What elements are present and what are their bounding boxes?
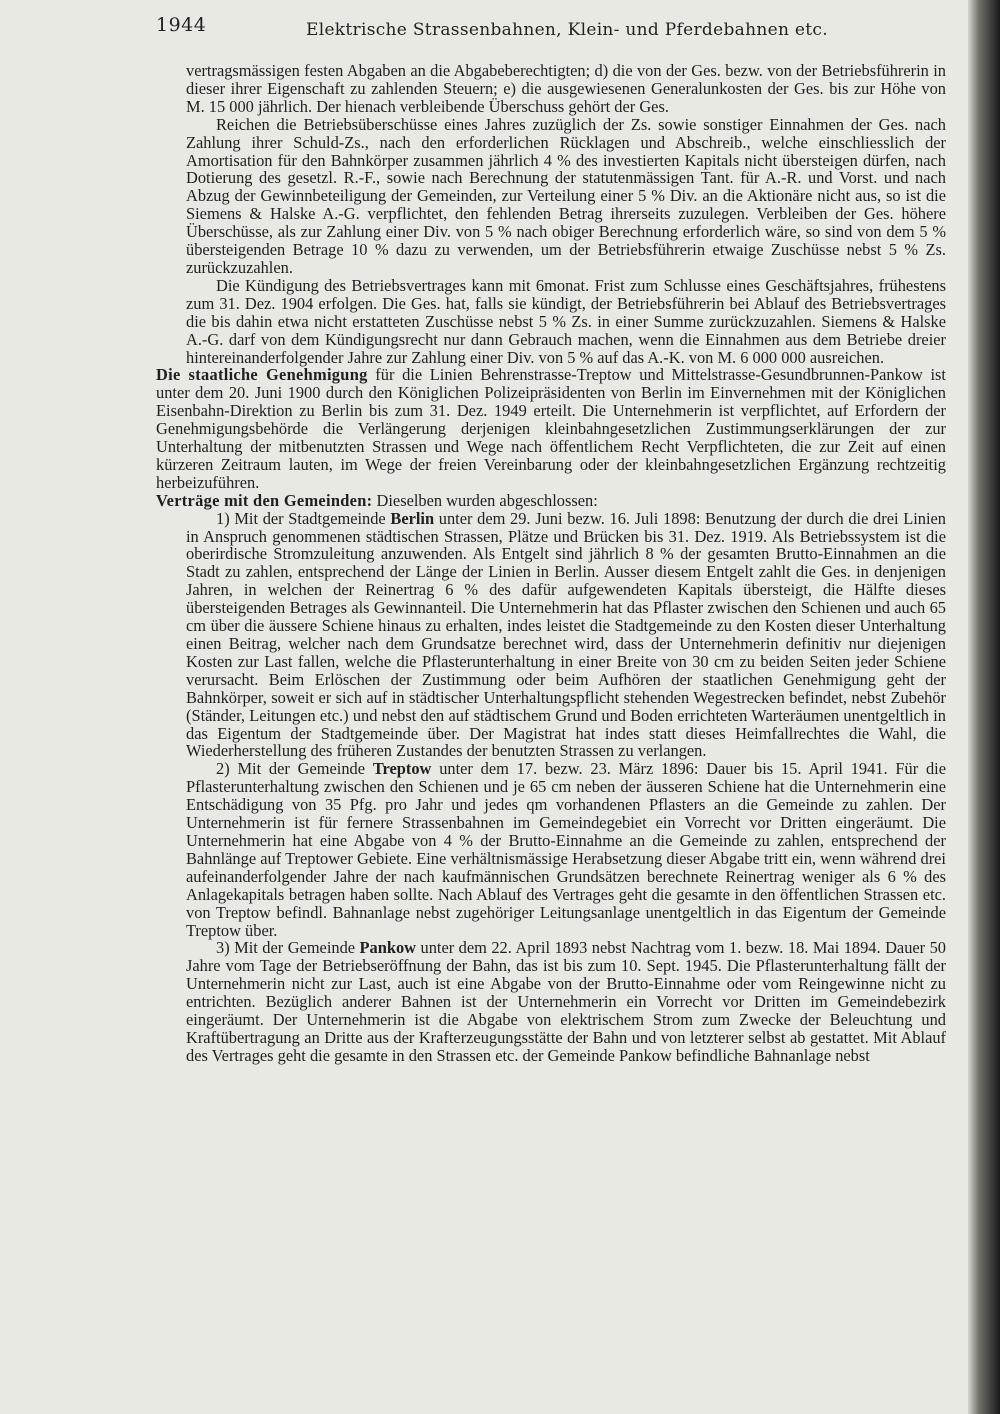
contract-berlin: [156, 510, 946, 761]
contract-treptow: [156, 760, 946, 939]
running-header: [156, 14, 916, 44]
contract-treptow-prefix: 2) Mit der Gemeinde: [216, 759, 373, 779]
town-name-treptow: Treptow: [372, 759, 432, 779]
paragraph-kuendigung: Die Kündigung des Betriebsvertrages kann mit 6monat. Frist zum Schlusse eines Geschäftsjahres, frühestens zum 31. Dez. 1904 erfolgen. Die Ges. hat, falls sie kündigt, der Betriebsführerin bei Ablauf des Betriebsvertrages die bis dahin etwa nicht erstatteten Zuschüsse nebst 5 % Zs. in einer Summe zurückzuzahlen. Siemens & Halske A.-G. darf von dem Kündigungsrecht nur dann Gebrauch machen, wenn die Einnahmen aus dem Betriebe dreier hintereinanderfolgender Jahre zur Zahlung einer Div. von 5 % auf das A.-K. von M. 6 000 000 ausreichen.: [186, 275, 946, 367]
town-name-pankow: Pankow: [359, 938, 417, 958]
body-text: [156, 62, 946, 1065]
page-number: 1944: [156, 14, 207, 36]
opening-paragraph: vertragsmässigen festen Abgaben an die Abgabeberechtigten; d) die von der Ges. bezw. von der Betriebsführerin in dieser ihrer Eigenschaft zu zahlenden Steuern; e) die ausgewiesenen Generalunkosten der Ges. bis zur Höhe von M. 15 000 jährlich. Der hienach verbleibende Überschuss gehört der Ges.: [186, 61, 946, 116]
contract-pankow-prefix: 3) Mit der Gemeinde: [216, 938, 360, 958]
contract-berlin-prefix: 1) Mit der Stadtgemeinde: [216, 508, 391, 528]
vertraege-label: Verträge mit den Gemeinden:: [156, 490, 373, 510]
genehmigung-text: für die Linien Behrenstrasse-Treptow und Mittelstrasse-Gesundbrunnen-Pankow ist unter dem 20. Juni 1900 durch den Königlichen Polizeipräsidenten von Berlin im Einvernehmen mit der Königlichen Eisenbahn-Direktion zu Berlin bis zum 31. Dez. 1949 erteilt. Die Unternehmerin ist verpflichtet, auf Erfordern der Genehmigungsbehörde die Verlängerung derjenigen kleinbahngesetzlichen Zustimmungserklärungen der zur Unterhaltung der mitbenutzten Strassen und Wege nach öffentlichem Recht Verpflichteten, die zur Zeit auf einen kürzeren Zeitraum lauten, im Wege der freien Vereinbarung oder der kleinbahngesetzlichen Ergänzung rechtzeitig herbeizuführen.: [156, 365, 946, 492]
contract-treptow-text: unter dem 17. bezw. 23. März 1896: Dauer bis 15. April 1941. Für die Pflasterunterhaltung zwischen den Schienen und je 65 cm neben der äusseren Schiene hat die Unternehmerin eine Entschädigung von 35 Pfg. pro Jahr und jedes qm vorhandenen Pflasters an die Gemeinde zu zahlen. Der Unternehmerin ist für fernere Strassenbahnen im Gemeindegebiet ein Vorrecht vor Dritten eingeräumt. Die Unternehmerin hat eine Abgabe von 4 % der Brutto-Einnahme an die Gemeinde zu zahlen, entsprechend der Bahnlänge auf Treptower Gebiete. Eine verhältnismässige Herabsetzung dieser Abgabe tritt ein, wenn während drei aufeinanderfolgender Jahre der nach kaufmännischen Grundsätzen berechnete Reinertrag weniger als 6 % des Anlagekapitals betragen haben sollte. Nach Ablauf des Vertrages geht die gesamte in den öffentlichen Strassen etc. von Treptow befindl. Bahnanlage nebst zugehöriger Leitungsanlage unentgeltlich in das Eigentum der Gemeinde Treptow über.: [186, 759, 946, 940]
running-title: Elektrische Strassenbahnen, Klein- und Pferdebahnen etc.: [306, 20, 828, 40]
paragraph-betriebsueberschuesse: Reichen die Betriebsüberschüsse eines Jahres zuzüglich der Zs. sowie sonstiger Einnahmen der Ges. nach Zahlung ihrer Schuld-Zs., nach den erforderlichen Rücklagen und Abschreib., welche einschliesslich der Amortisation für den Bahnkörper zusammen jährlich 4 % des investierten Kapitals nicht übersteigen dürfen, nach Dotierung des gesetzl. R.-F., sowie nach Berechnung der statutenmässigen Tant. für A.-R. und Vorst. und nach Abzug der Gewinnbeteiligung der Gemeinden, zur Verteilung einer 5 % Div. an die Aktionäre nicht aus, so ist die Siemens & Halske A.-G. verpflichtet, den fehlenden Betrag ihrerseits zuzulegen. Verbleiben der Ges. höhere Überschüsse, als zur Zahlung einer Div. von 5 % nach obiger Berechnung erforderlich wäre, so sind von dem 5 % übersteigenden Betrage 10 % dazu zu verwenden, um der Betriebsführerin etwaige Zuschüsse nebst 5 % Zs. zurückzuzahlen.: [186, 114, 946, 277]
paragraph-vertraege: [156, 492, 946, 510]
genehmigung-label: Die staatliche Genehmigung: [156, 365, 368, 385]
scan-dark-edge: [968, 0, 1000, 1414]
contract-berlin-text: unter dem 29. Juni bezw. 16. Juli 1898: Benutzung der durch die drei Linien in Anspruch genommenen städtischen Strassen, Plätze und Brücken bis 31. Dez. 1919. Als Betriebssystem ist die oberirdische Stromzuleitung anzuwenden. Als Entgelt sind jährlich 8 % der gesamten Brutto-Einnahmen an die Stadt zu zahlen, entsprechend der Länge der Linien in Berlin. Ausser diesem Entgelt zahlt die Ges. in denjenigen Jahren, in welchen der Reinertrag 6 % des dafür aufgewendeten Kapitals übersteigt, die Hälfte dieses übersteigenden Betrages als Gewinnanteil. Die Unternehmerin hat das Pflaster zwischen den Schienen und auch 65 cm über die äussere Schiene hinaus zu erhalten, indes leistet die Stadtgemeinde zu den Kosten dieser Unterhaltung einen Beitrag, welcher nach dem Grundsatze berechnet wird, dass der Unternehmerin definitiv nur diejenigen Kosten zur Last fallen, welche die Pflasterunterhaltung in einer Breite von 30 cm zu beiden Seiten jeder Schiene verursacht. Beim Erlöschen der Zustimmung oder beim Aufhören der staatlichen Genehmigung geht der Bahnkörper, soweit er sich auf in städtischer Unterhaltungspflicht stehenden Wegestrecken befindet, nebst Zubehör (Ständer, Leitungen etc.) und nebst den auf städtischem Grund und Boden errichteten Warteräumen unentgeltlich in das Eigentum der Stadtgemeinde über. Der Magistrat hat indes statt dieses Heimfallrechtes die Wahl, die Wiederherstellung des früheren Zustandes der benutzten Strassen zu verlangen.: [186, 508, 946, 761]
vertraege-text: Dieselben wurden abgeschlossen:: [372, 490, 598, 510]
town-name-berlin: Berlin: [390, 508, 435, 528]
contract-pankow: [156, 939, 946, 1064]
contract-pankow-text: unter dem 22. April 1893 nebst Nachtrag vom 1. bezw. 18. Mai 1894. Dauer 50 Jahre vom Tage der Betriebseröffnung der Bahn, das ist bis zum 10. Sept. 1945. Die Pflasterunterhaltung fällt der Unternehmerin nicht zur Last, auch ist eine Abgabe von der Brutto-Einnahme oder vom Reingewinne nicht zu entrichten. Bezüglich anderer Bahnen ist der Unternehmerin ein Vorrecht vor Dritten im Gemeindebezirk eingeräumt. Der Unternehmerin ist die Abgabe von elektrischem Strom zum Zwecke der Beleuchtung und Kraftübertragung an Dritte aus der Krafterzeugungsstätte der Bahn und von letzterer selbst ab gestattet. Mit Ablauf des Vertrages geht die gesamte in den Strassen etc. der Gemeinde Pankow befindliche Bahnanlage nebst: [186, 938, 946, 1065]
paragraph-genehmigung: [156, 366, 946, 491]
